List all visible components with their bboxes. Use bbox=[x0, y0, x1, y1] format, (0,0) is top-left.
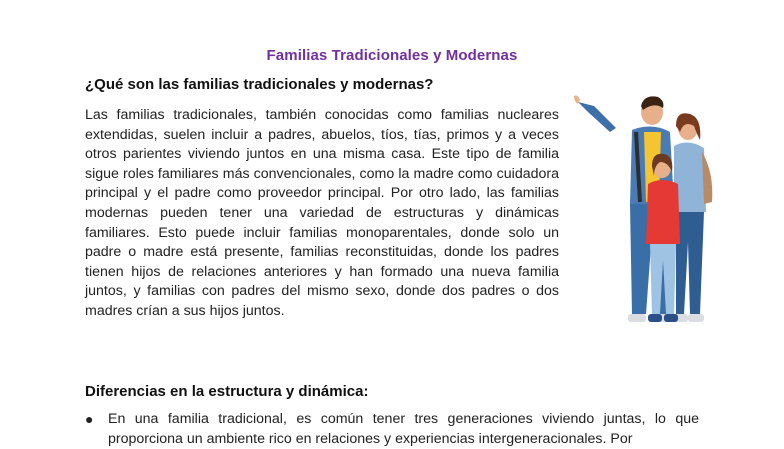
family-photo bbox=[566, 92, 726, 344]
list-item bbox=[85, 410, 699, 449]
section-heading-what-are: ¿Qué son las familias tradicionales y modernas? bbox=[85, 76, 434, 93]
list-item-text: En una familia tradicional, es común tener tres generaciones viviendo juntas, lo que proporciona un ambiente rico en relaciones y experiencias intergeneracionales. Por bbox=[108, 411, 699, 447]
differences-list bbox=[85, 410, 699, 449]
bullet-icon: ● bbox=[85, 411, 94, 427]
document-title: Familias Tradicionales y Modernas bbox=[266, 47, 518, 64]
section-heading-differences: Diferencias en la estructura y dinámica: bbox=[85, 383, 369, 400]
intro-paragraph: Las familias tradicionales, también conocidas como familias nucleares extendidas, suelen incluir a padres, abuelos, tíos, tías, primos y a veces otros parientes viviendo juntos en una misma casa. Este tipo de familia sigue roles familiares más convencionales, como la madre como cuidadora principal y el padre como proveedor principal. Por otro lado, las familias modernas pueden tener una variedad de estructuras y dinámicas familiares. Esto puede incluir familias monoparentales, donde solo un padre o madre está presente, familias reconstituidas, donde los padres tienen hijos de relaciones anteriores y han formado una nueva familia juntos, y familias con padres del mismo sexo, donde dos padres o dos madres crían a sus hijos juntos. bbox=[85, 107, 559, 319]
